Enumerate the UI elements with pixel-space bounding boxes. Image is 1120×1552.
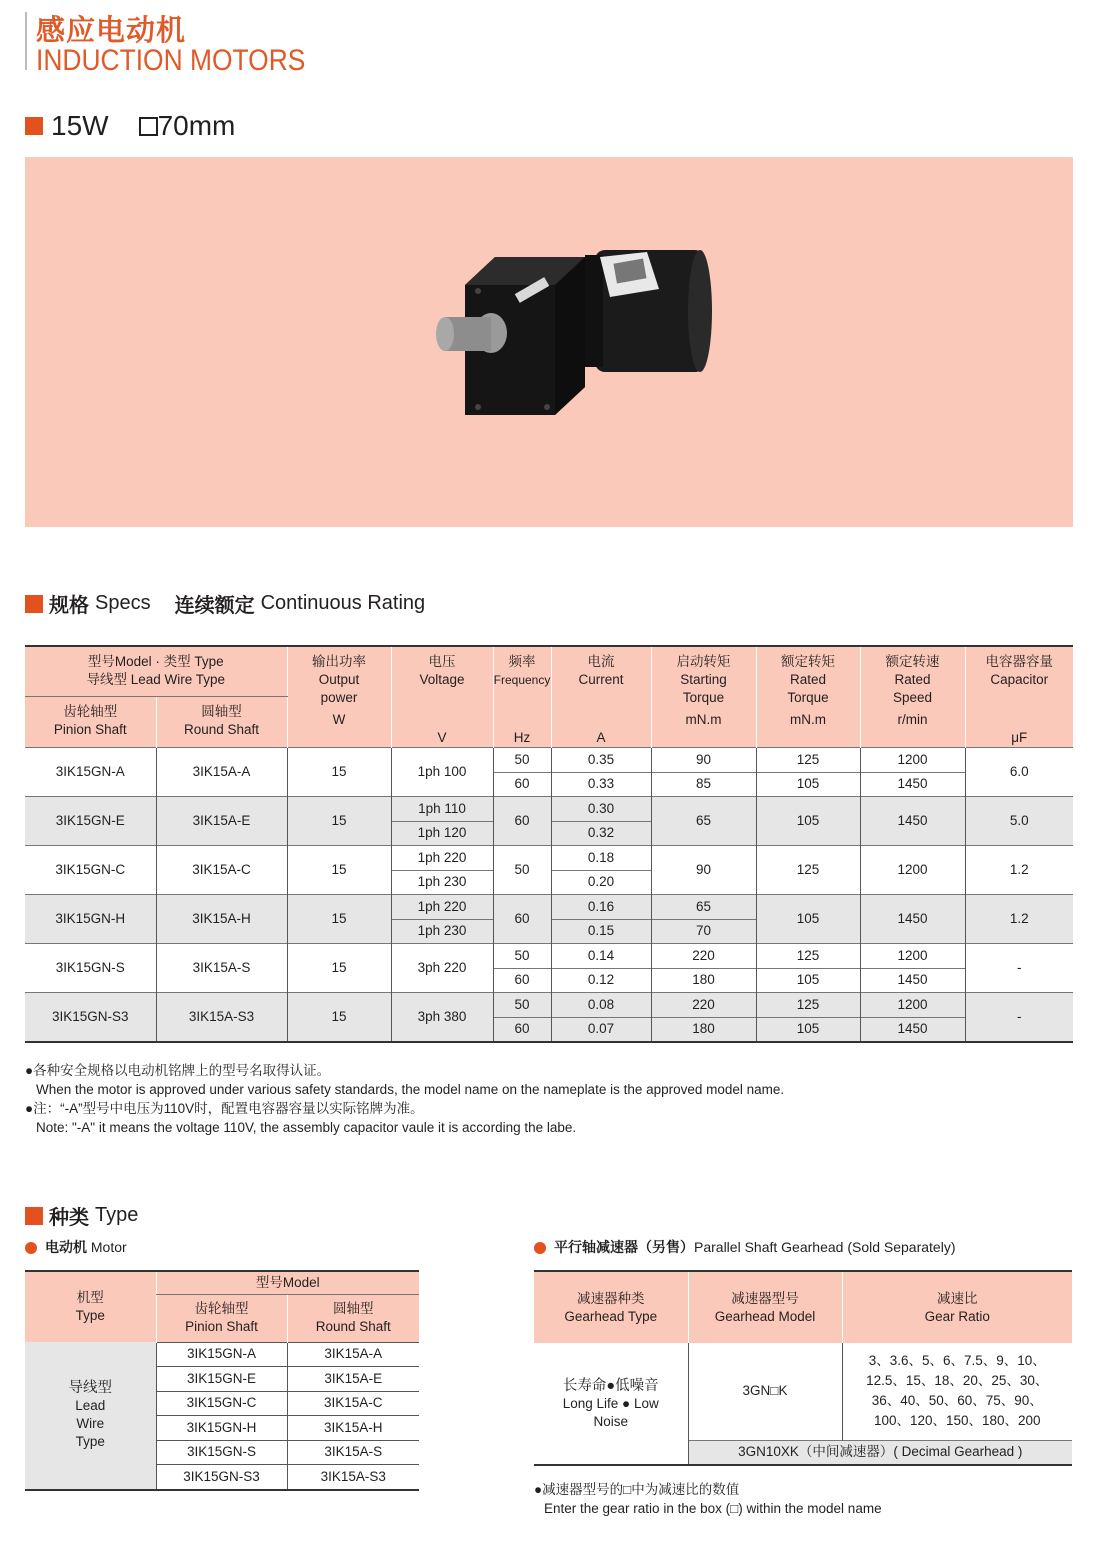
title-divider bbox=[25, 12, 27, 70]
frequency-header: 频率 Frequency Hz bbox=[493, 646, 551, 748]
gear-ratio-header: 减速比 Gear Ratio bbox=[842, 1271, 1072, 1343]
table-row: 1ph 230 0.15 70 bbox=[25, 919, 1073, 944]
table-row: 导线型 Lead Wire Type 3IK15GN-A 3IK15A-A bbox=[25, 1342, 419, 1367]
spec-notes bbox=[25, 1061, 784, 1137]
note-1-cn: ●各种安全规格以电动机铭牌上的型号名取得认证。 bbox=[25, 1063, 331, 1078]
table-row: 60 0.33 85 105 1450 bbox=[25, 772, 1073, 797]
circle-bullet-icon bbox=[534, 1242, 546, 1254]
table-row: 3IK15GN-E 3IK15A-E bbox=[25, 1367, 419, 1392]
model-type-header: 型号Model · 类型 Type 导线型 Lead Wire Type bbox=[25, 646, 287, 697]
specs-title-en: Specs bbox=[95, 592, 151, 614]
lead-wire-type-cell: 导线型 Lead Wire Type bbox=[25, 1342, 156, 1490]
type-title-cn: 种类 bbox=[49, 1207, 89, 1229]
gearhead-type-header: 减速器种类 Gearhead Type bbox=[534, 1271, 688, 1343]
product-photo bbox=[25, 157, 1073, 527]
square-bullet-icon bbox=[25, 117, 43, 135]
table-row: 3IK15GN-C 3IK15A-C 15 1ph 220 50 0.18 90 125 1200 1.2 bbox=[25, 846, 1073, 871]
gear-note-en: Enter the gear ratio in the box (□) within the model name bbox=[544, 1501, 882, 1516]
round-shaft-header: 圆轴型 Round Shaft bbox=[287, 1294, 419, 1342]
table-row: 3IK15GN-A 3IK15A-A 15 1ph 100 50 0.35 90 125 1200 6.0 bbox=[25, 748, 1073, 773]
specs-heading bbox=[25, 589, 425, 618]
square-bullet-icon bbox=[25, 1207, 43, 1225]
voltage-header: 电压 Voltage V bbox=[391, 646, 493, 748]
table-row: 3IK15GN-H 3IK15A-H bbox=[25, 1416, 419, 1441]
table-row: 3IK15GN-H 3IK15A-H 15 1ph 220 60 0.16 65 105 1450 1.2 bbox=[25, 895, 1073, 920]
note-2-en: Note: "-A" it means the voltage 110V, the assembly capacitor vaule it is according the labe. bbox=[36, 1120, 577, 1135]
square-bullet-icon bbox=[25, 595, 43, 613]
rating-title-cn: 连续额定 bbox=[174, 595, 255, 617]
motor-image bbox=[25, 157, 1073, 527]
output-header: 输出功率 Output power W bbox=[287, 646, 391, 748]
specs-title-cn: 规格 bbox=[49, 595, 89, 617]
gearhead-model-header: 减速器型号 Gearhead Model bbox=[688, 1271, 842, 1343]
rating-title-en: Continuous Rating bbox=[260, 592, 426, 614]
table-row: 3IK15GN-E 3IK15A-E 15 1ph 110 60 0.30 65 105 1450 5.0 bbox=[25, 797, 1073, 822]
circle-bullet-icon bbox=[25, 1242, 37, 1254]
capacitor-header: 电容器容量 Capacitor μF bbox=[965, 646, 1073, 748]
table-row: 3IK15GN-C 3IK15A-C bbox=[25, 1391, 419, 1416]
current-header: 电流 Current A bbox=[551, 646, 651, 748]
rated-torque-header: 额定转矩 Rated Torque mN.m bbox=[756, 646, 860, 748]
gear-ratio-cell: 3、3.6、5、6、7.5、9、10、 12.5、15、18、20、25、30、 36、40、50、60、75、90、 100、120、150、180、200 bbox=[842, 1343, 1072, 1440]
spec-table bbox=[25, 645, 1073, 1043]
gearhead-table bbox=[534, 1270, 1072, 1466]
table-row: 3IK15GN-S3 3IK15A-S3 bbox=[25, 1465, 419, 1490]
table-row: 3IK15GN-S 3IK15A-S 15 3ph 220 50 0.14 220 125 1200 - bbox=[25, 944, 1073, 969]
gearhead-type-cell: 长寿命●低噪音 Long Life ● Low Noise bbox=[562, 1377, 659, 1429]
model-header: 型号Model bbox=[156, 1271, 419, 1294]
gearhead-model-cell: 3GN□K bbox=[688, 1343, 842, 1440]
table-row: 1ph 120 0.32 bbox=[25, 821, 1073, 846]
decimal-gearhead-cell: 3GN10XK（中间减速器）( Decimal Gearhead ) bbox=[688, 1440, 1072, 1465]
note-2-cn: ●注：“-A”型号中电压为110V时，配置电容器容量以实际铭牌为准。 bbox=[25, 1101, 424, 1116]
square-frame-icon bbox=[139, 117, 158, 136]
gearhead-subheading: 平行轴减速器（另售）Parallel Shaft Gearhead (Sold Separately) bbox=[534, 1237, 955, 1257]
gear-note bbox=[534, 1480, 882, 1518]
rated-speed-header: 额定转速 Rated Speed r/min bbox=[860, 646, 965, 748]
pinion-shaft-header: 齿轮轴型 Pinion Shaft bbox=[25, 697, 156, 748]
note-1-en: When the motor is approved under various safety standards, the model name on the nameplate is the approved model name. bbox=[36, 1082, 785, 1097]
table-row: 60 0.07 180 105 1450 bbox=[25, 1017, 1073, 1042]
product-heading bbox=[25, 110, 235, 142]
round-shaft-header: 圆轴型 Round Shaft bbox=[156, 697, 287, 748]
type-title-en: Type bbox=[95, 1204, 139, 1226]
table-row: 1ph 230 0.20 bbox=[25, 870, 1073, 895]
frame-size: 70mm bbox=[157, 110, 236, 141]
gear-note-cn: ●减速器型号的□中为减速比的数值 bbox=[534, 1482, 740, 1497]
table-row: 3IK15GN-S3 3IK15A-S3 15 3ph 380 50 0.08 220 125 1200 - bbox=[25, 993, 1073, 1018]
table-row bbox=[534, 1343, 1072, 1440]
motor-type-table bbox=[25, 1270, 419, 1491]
table-row: 3IK15GN-S 3IK15A-S bbox=[25, 1440, 419, 1465]
table-row: 60 0.12 180 105 1450 bbox=[25, 968, 1073, 993]
page-title-en: INDUCTION MOTORS bbox=[36, 44, 306, 77]
page-title-cn: 感应电动机 bbox=[36, 15, 187, 47]
starting-torque-header: 启动转矩 Starting Torque mN.m bbox=[651, 646, 756, 748]
motor-subheading: 电动机 Motor bbox=[25, 1237, 127, 1257]
type-header: 机型 Type bbox=[25, 1271, 156, 1342]
pinion-shaft-header: 齿轮轴型 Pinion Shaft bbox=[156, 1294, 287, 1342]
power-rating: 15W bbox=[51, 110, 109, 141]
type-heading bbox=[25, 1201, 138, 1230]
